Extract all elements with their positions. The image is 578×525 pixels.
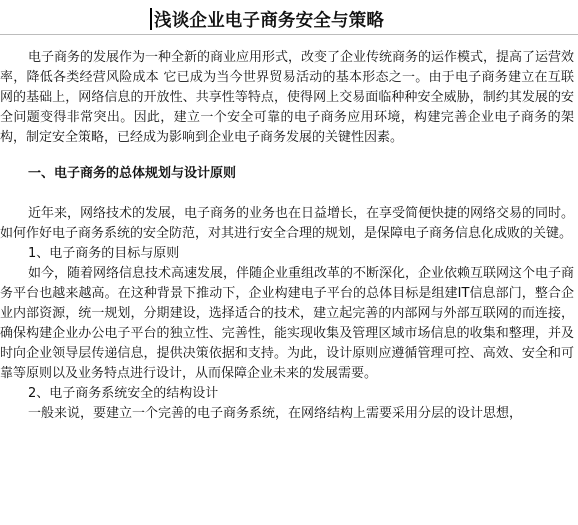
title-block <box>150 6 384 32</box>
document-body <box>0 48 578 424</box>
document-title: 浅谈企业电子商务安全与策略 <box>154 10 385 31</box>
spacer <box>0 184 578 204</box>
section-paragraph: 近年来，网络技术的发展，电子商务的业务也在日益增长，在享受简便快捷的网络交易的同时。如何作好电子商务系统的安全防范，对其进行安全合理的规划，是保障电子商务信息化成败的关键。 <box>0 206 575 241</box>
spacer <box>0 148 578 164</box>
subsection-heading: 1、电子商务的目标与原则 <box>28 246 180 261</box>
text-cursor <box>150 8 152 30</box>
intro-paragraph: 电子商务的发展作为一种全新的商业应用形式，改变了企业传统商务的运作模式，提高了运营效率，降低各类经营风险成本 它已成为当今世界贸易活动的基本形态之一。由于电子商务建立在互联网的基础上，网络信息的开放性、共享性等特点，使得网上交易面临种种安全威胁，制约其发展的安全问题变得非常突出。因此，建立一个安全可靠的电子商务应用环境，构建完善企业电子商务的架构，制定安全策略，已经成为影响到企业电子商务发展的关键性因素。 <box>0 50 575 145</box>
section-heading: 一、电子商务的总体规划与设计原则 <box>28 166 237 181</box>
subsection-paragraph: 如今，随着网络信息技术高速发展，伴随企业重组改革的不断深化，企业依赖互联网这个电子商务平台也越来越高。在这种背景下推动下，企业构建电子平台的总体目标是组建IT信息部门，整合企业内部资源，统一规划，分期建设，选择适合的技术，建立起完善的内部网与外部互联网的而连接，确保构建企业办公电子平台的独立性、完善性，能实现收集及管理区域市场信息的收集和整理，并及时向企业领导层传递信息，提供决策依据和支持。为此，设计原则应遵循管理可控、高效、安全和可靠等原则以及业务特点进行设计，从而保障企业未来的发展需要。 <box>0 266 575 381</box>
subsection-heading: 2、电子商务系统安全的结构设计 <box>28 386 219 401</box>
title-divider <box>0 34 578 35</box>
subsection-paragraph: 一般来说，要建立一个完善的电子商务系统，在网络结构上需要采用分层的设计思想， <box>28 406 523 421</box>
